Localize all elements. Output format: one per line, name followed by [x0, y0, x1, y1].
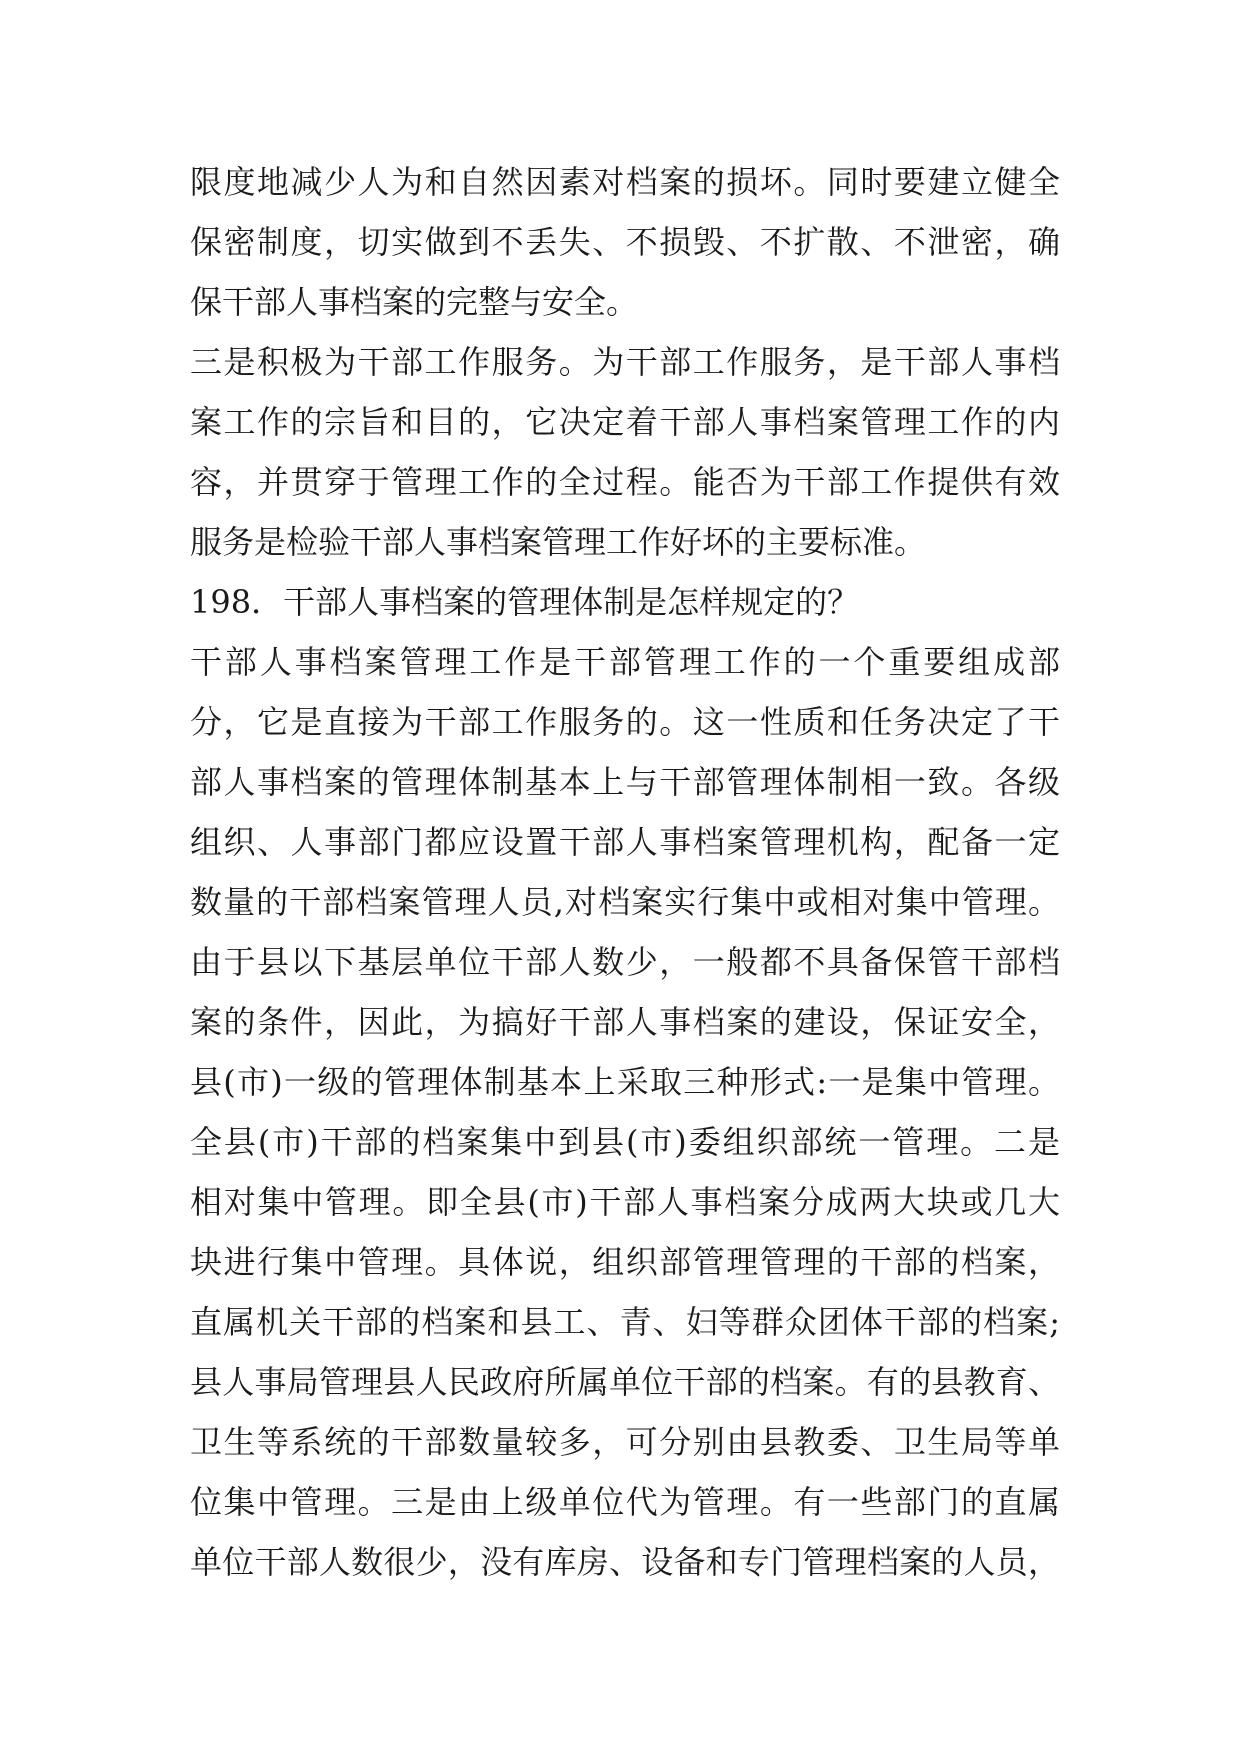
text-line: 保密制度，切实做到不丢失、不损毁、不扩散、不泄密，确	[190, 223, 1060, 261]
text-line: 干部人事档案管理工作是干部管理工作的一个重要组成部	[190, 643, 1060, 681]
text-line: 单位干部人数很少，没有库房、设备和专门管理档案的人员，	[190, 1543, 1060, 1581]
text-line: 分，它是直接为干部工作服务的。这一性质和任务决定了干	[190, 703, 1060, 741]
text-line: 保干部人事档案的完整与安全。	[190, 283, 639, 321]
text-line: 案的条件，因此，为搞好干部人事档案的建设，保证安全，	[190, 1003, 1060, 1041]
text-line: 县人事局管理县人民政府所属单位干部的档案。有的县教育、	[190, 1363, 1060, 1401]
text-line: 卫生等系统的干部数量较多，可分别由县教委、卫生局等单	[190, 1423, 1060, 1461]
text-line: 县(市)一级的管理体制基本上采取三种形式:一是集中管理。	[190, 1063, 1060, 1101]
text-line: 直属机关干部的档案和县工、青、妇等群众团体干部的档案;	[190, 1303, 1060, 1341]
text-line: 限度地减少人为和自然因素对档案的损坏。同时要建立健全	[190, 163, 1060, 201]
text-line: 数量的干部档案管理人员,对档案实行集中或相对集中管理。	[190, 883, 1060, 921]
text-line: 部人事档案的管理体制基本上与干部管理体制相一致。各级	[190, 763, 1060, 801]
body-text	[190, 152, 1060, 1592]
text-line: 由于县以下基层单位干部人数少，一般都不具备保管干部档	[190, 943, 1060, 981]
text-line: 块进行集中管理。具体说，组织部管理管理的干部的档案，	[190, 1243, 1060, 1281]
text-line: 服务是检验干部人事档案管理工作好坏的主要标准。	[190, 523, 927, 561]
text-line: 容，并贯穿于管理工作的全过程。能否为干部工作提供有效	[190, 463, 1060, 501]
text-line: 全县(市)干部的档案集中到县(市)委组织部统一管理。二是	[190, 1123, 1060, 1161]
text-line: 组织、人事部门都应设置干部人事档案管理机构，配备一定	[190, 823, 1060, 861]
text-line: 案工作的宗旨和目的，它决定着干部人事档案管理工作的内	[190, 403, 1060, 441]
text-line: 三是积极为干部工作服务。为干部工作服务，是干部人事档	[190, 343, 1060, 381]
text-line: 位集中管理。三是由上级单位代为管理。有一些部门的直属	[190, 1483, 1060, 1521]
text-line: 相对集中管理。即全县(市)干部人事档案分成两大块或几大	[190, 1183, 1060, 1221]
text-line: 198．干部人事档案的管理体制是怎样规定的？	[190, 583, 860, 621]
